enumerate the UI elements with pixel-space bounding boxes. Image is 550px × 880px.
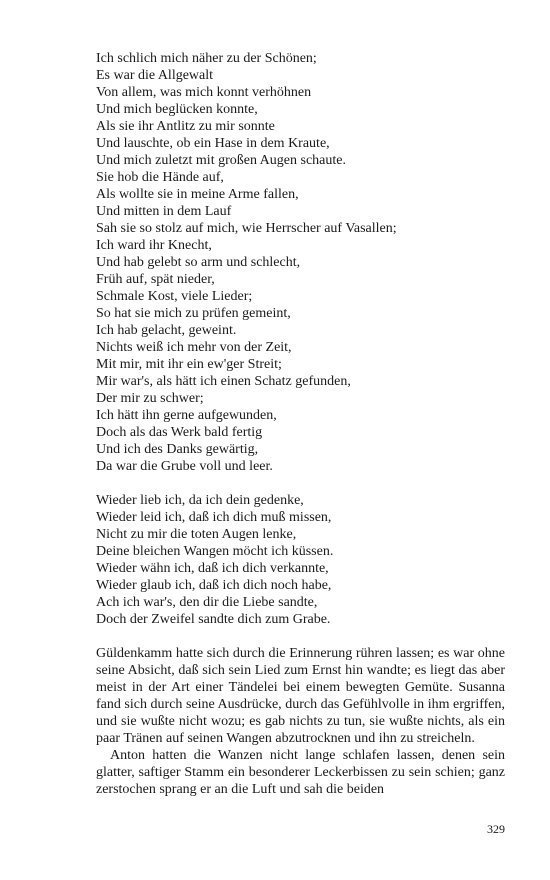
poem-line: Ich ward ihr Knecht, [96,238,212,253]
poem-first-stanza [96,50,505,475]
poem-line: So hat sie mich zu prüfen gemeint, [96,306,291,321]
poem-second-stanza [96,492,505,628]
poem-line: Wieder lieb ich, da ich dein gedenke, [96,493,304,508]
poem-line: Wieder leid ich, daß ich dich muß missen, [96,510,332,525]
poem-line: Und lauschte, ob ein Hase in dem Kraute, [96,136,330,151]
poem-line: Als wollte sie in meine Arme fallen, [96,187,299,202]
poem-line: Von allem, was mich konnt verhöhnen [96,85,312,100]
poem-line: Mit mir, mit ihr ein ew'ger Streit; [96,357,282,372]
poem-line: Und mitten in dem Lauf [96,204,232,219]
poem-line: Der mir zu schwer; [96,391,204,406]
poem-line: Da war die Grube voll und leer. [96,459,273,474]
poem-line: Mir war's, als hätt ich einen Schatz gefunden, [96,374,351,389]
poem-line: Ich hab gelacht, geweint. [96,323,237,338]
poem-line: Und ich des Danks gewärtig, [96,442,259,457]
poem-line: Früh auf, spät nieder, [96,272,215,287]
poem-line: Und mich zuletzt mit großen Augen schaute. [96,153,346,168]
poem-line: Sie hob die Hände auf, [96,170,224,185]
poem-line: Und mich beglücken konnte, [96,102,258,117]
poem-line: Doch der Zweifel sandte dich zum Grabe. [96,612,331,627]
poem-line: Nicht zu mir die toten Augen lenke, [96,527,297,542]
poem-line: Ich schlich mich näher zu der Schönen; [96,51,317,66]
poem-line: Schmale Kost, viele Lieder; [96,289,253,304]
poem-line: Wieder wähn ich, daß ich dich verkannte, [96,561,329,576]
poem-line: Doch als das Werk bald fertig [96,425,263,440]
page-content [96,50,505,798]
prose-paragraph: Anton hatten die Wanzen nicht lange schlafen lassen, denen sein glatter, saftiger Stamm ein besonderer Leckerbissen zu sein schien; ganz zerstochen sprang er an die Luft und sah die beiden [96,748,505,797]
prose-paragraph: Güldenkamm hatte sich durch die Erinnerung rühren lassen; es war ohne seine Absicht, daß sich sein Lied zum Ernst hin wandte; es liegt das aber meist in der Art einer Tändelei bei einem bewegten Gemüte. Susanna fand sich durch seine Ausdrücke, durch das Gefühlvolle in ihm ergriffen, und sie wußte nicht wozu; es gab nichts zu tun, sie wußte nichts, als ein paar Tränen auf seinen Wangen abzutrocknen und ihn zu streicheln. [96,646,505,746]
poem-line: Es war die Allgewalt [96,68,214,83]
poem-line: Und hab gelebt so arm und schlecht, [96,255,301,270]
poem-line: Als sie ihr Antlitz zu mir sonnte [96,119,275,134]
prose-body [96,645,505,798]
poem-line: Ach ich war's, den dir die Liebe sandte, [96,595,318,610]
poem-line: Ich hätt ihn gerne aufgewunden, [96,408,277,423]
poem-line: Nichts weiß ich mehr von der Zeit, [96,340,292,355]
poem-line: Wieder glaub ich, daß ich dich noch habe, [96,578,332,593]
poem-line: Deine bleichen Wangen möcht ich küssen. [96,544,334,559]
poem-line: Sah sie so stolz auf mich, wie Herrscher auf Vasallen; [96,221,397,236]
page-number: 329 [487,822,505,836]
